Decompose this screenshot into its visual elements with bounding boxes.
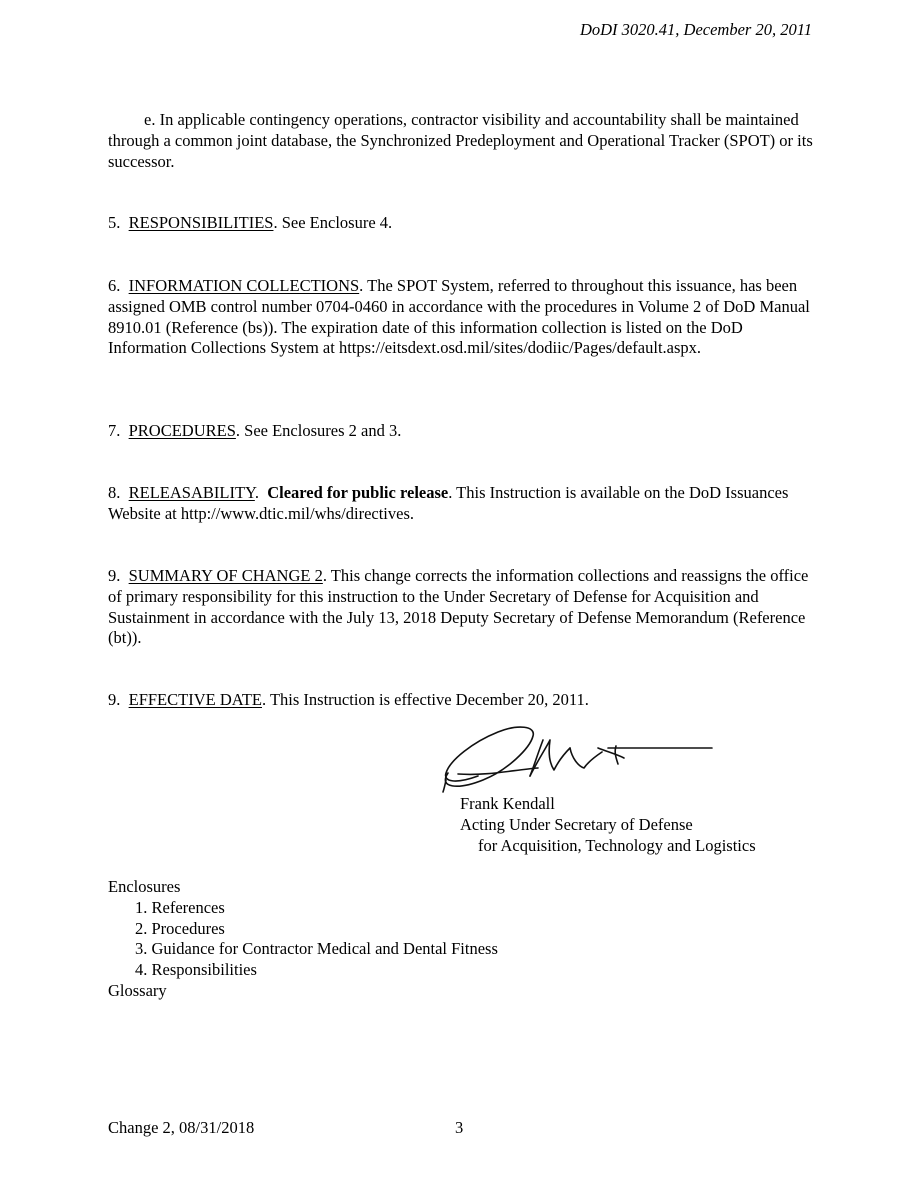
section-heading: EFFECTIVE DATE [128, 690, 262, 709]
section-heading: SUMMARY OF CHANGE 2 [128, 566, 323, 585]
section-number: 9. [108, 690, 121, 709]
section-body: . This Instruction is available on the DoD Issuances Website at http://www.dtic.mil/whs/directives. [108, 483, 789, 523]
section-number: 8. [108, 483, 121, 502]
section-body: . See Enclosures 2 and 3. [235, 421, 402, 440]
section-heading: PROCEDURES [128, 421, 236, 440]
section-body: . See Enclosure 4. [273, 213, 393, 232]
section-body: . This Instruction is effective December 20, 2011. [262, 690, 589, 709]
signature-block [460, 794, 756, 856]
page-number: 3 [455, 1118, 464, 1137]
glossary-label: Glossary [108, 980, 167, 1000]
enclosures-list [108, 877, 498, 1002]
handwritten-signature [438, 718, 718, 798]
list-item: 3. Guidance for Contractor Medical and Dental Fitness [135, 939, 498, 959]
section-body: . This change corrects the information collections and reassigns the office of primary responsibility for this instruction to the Under Secretary of Defense for Acquisition and Sustainment in accordance with the July 13, 2018 Deputy Secretary of Defense Memorandum (Reference (bt)). [108, 566, 809, 648]
paragraph-e: e. In applicable contingency operations, contractor visibility and accountability shall be maintained through a common joint database, the Synchronized Predeployment and Operational Tracker (SPOT) or its successor. [108, 110, 813, 171]
running-header: DoDI 3020.41, December 20, 2011 [579, 20, 812, 39]
section-number: 6. [108, 276, 121, 295]
section-number: 7. [108, 421, 121, 440]
section-9-effective-date [108, 690, 814, 711]
section-number: 9. [108, 566, 121, 585]
section-7 [108, 421, 814, 442]
signer-name: Frank Kendall [460, 794, 555, 813]
section-5 [108, 213, 814, 234]
section-number: 5. [108, 213, 121, 232]
section-heading: INFORMATION COLLECTIONS [128, 276, 360, 295]
list-item: 4. Responsibilities [135, 960, 257, 980]
section-6 [108, 276, 814, 359]
signer-title: Acting Under Secretary of Defense [460, 814, 693, 834]
section-9-summary [108, 566, 814, 649]
footer-change: Change 2, 08/31/2018 [108, 1118, 255, 1137]
section-heading: RELEASABILITY [128, 483, 255, 502]
section-heading: RESPONSIBILITIES [128, 213, 274, 232]
section-8 [108, 483, 814, 525]
enclosures-label: Enclosures [108, 877, 181, 896]
list-item: 2. Procedures [135, 918, 225, 938]
section-sep: . [254, 483, 268, 502]
section-bold-text: Cleared for public release [267, 483, 449, 502]
section-body: . The SPOT System, referred to throughout this issuance, has been assigned OMB control number 0704-0460 in accordance with the procedures in Volume 2 of DoD Manual 8910.01 (Reference (bs)). The expiration date of this information collection is listed on the DoD Information Collections System at https://eitsdext.osd.mil/sites/dodiic/Pages/default.aspx. [108, 276, 810, 358]
list-item: 1. References [135, 897, 225, 917]
signer-title-continued: for Acquisition, Technology and Logistics [478, 835, 756, 855]
